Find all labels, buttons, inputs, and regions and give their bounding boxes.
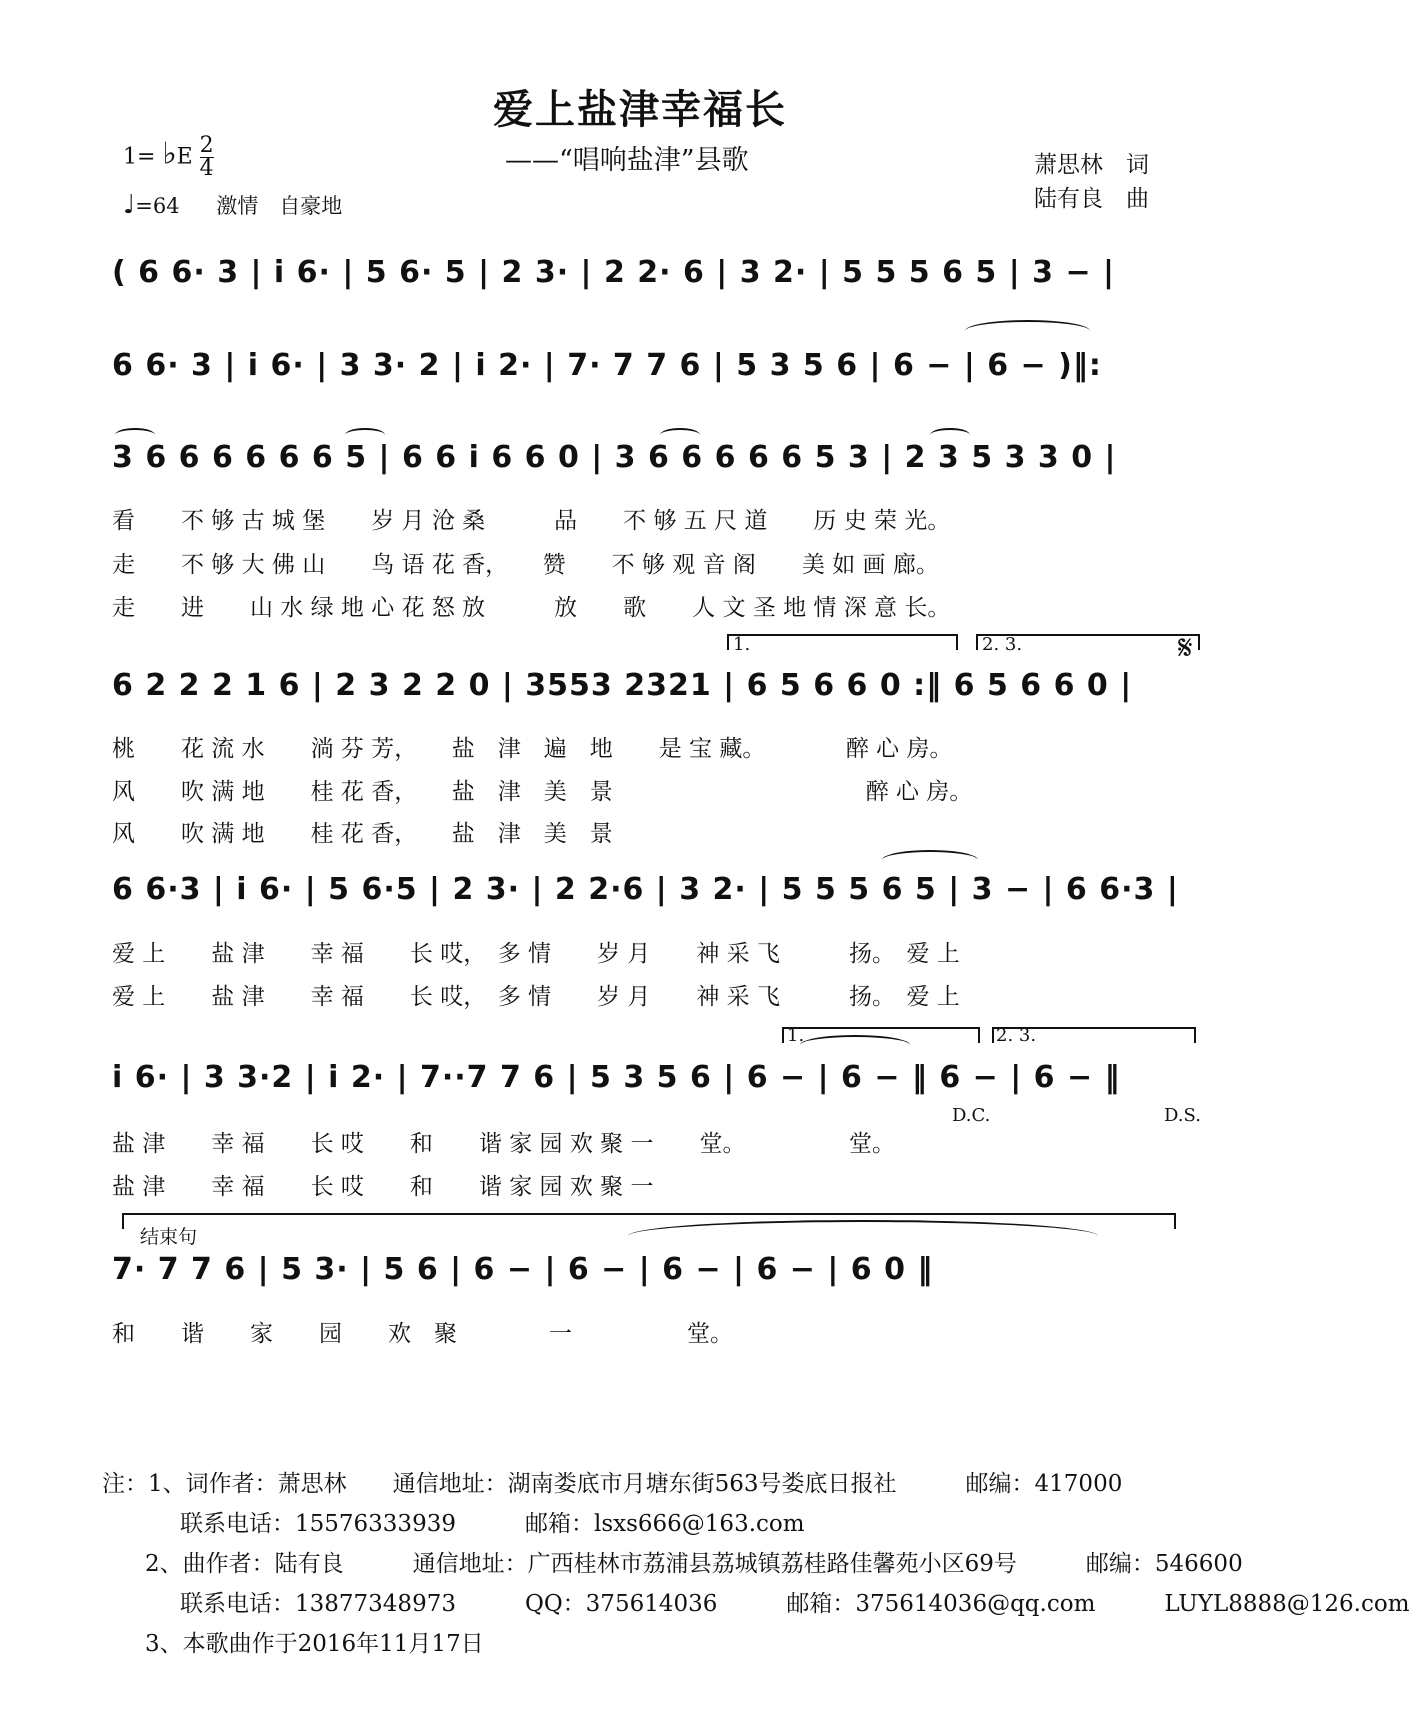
note-lyricist-contact: 联系电话：15576333939 邮箱：lsxs666@163.com [180,1511,805,1537]
dal-segno-mark: D.S. [1164,1105,1201,1126]
song-subtitle: ——“唱响盐津”县歌 [505,145,749,176]
lyric-line: 爱 上 盐 津 幸 福 长 哎， 多 情 岁 月 神 采 飞 扬。 爱 上 [112,941,960,967]
volta-label-2: 2. 3. [996,1025,1037,1046]
da-capo-mark: D.C. [952,1105,991,1126]
quarter-note-icon: ♩ [123,190,136,220]
flat-icon: ♭ [162,136,177,172]
ending-label: 结束句 [140,1226,198,1248]
volta-label-1: 1. [787,1025,805,1046]
slur-mark [660,428,700,442]
slur-mark [930,428,970,442]
score-row-2: 6 6· 3 | i 6· | 3 3· 2 | i 2· | 7· 7 7 6 | 5 3 5 6 | 6 − | 6 − )‖: [112,348,1102,383]
tempo-value: =64 [135,194,180,218]
tie-mark [800,1035,910,1055]
lyric-line: 和 谐 家 园 欢 聚 一 堂。 [112,1321,733,1347]
key-note: E [176,144,193,170]
lyric-line: 走 进 山 水 绿 地 心 花 怒 放 放 歌 人 文 圣 地 情 深 意 长。 [112,595,951,621]
lyric-line: 桃 花 流 水 淌 芬 芳， 盐 津 遍 地 是 宝 藏。 醉 心 房。 [112,736,953,762]
volta-bracket-1 [727,634,958,650]
score-row-5: 6 6·3 | i 6· | 5 6·5 | 2 3· | 2 2·6 | 3 2· | 5 5 5 6 5 | 3 − | 6 6·3 | [112,872,1179,907]
lyric-line: 看 不 够 古 城 堡 岁 月 沧 桑 品 不 够 五 尺 道 历 史 荣 光。 [112,508,951,534]
score-row-3: 3 6 6 6 6 6 6 5 | 6 6 i 6 6 0 | 3 6 6 6 6 6 5 3 | 2 3 5 3 3 0 | [112,440,1117,475]
volta-label-2: 2. 3. [982,634,1023,655]
lyric-line: 风 吹 满 地 桂 花 香， 盐 津 美 景 醉 心 房。 [112,779,973,805]
note-date: 3、本歌曲作于2016年11月17日 [145,1631,484,1657]
time-bottom: 4 [199,156,214,181]
note-lyricist-info: 注：1、词作者：萧思林 通信地址：湖南娄底市月塘东街563号娄底日报社 邮编：417000 [102,1471,1123,1497]
lyric-line: 盐 津 幸 福 长 哎 和 谐 家 园 欢 聚 一 [112,1174,654,1200]
time-signature [200,135,214,180]
score-row-6: i 6· | 3 3·2 | i 2· | 7··7 7 6 | 5 3 5 6 | 6 − | 6 − ‖ 6 − | 6 − ‖ [112,1060,1121,1095]
segno-icon: 𝄋 [1178,628,1193,668]
note-composer-contact: 联系电话：13877348973 QQ：375614036 邮箱：375614036@qq.com LUYL8888@126.com [180,1591,1410,1617]
note-composer-info: 2、曲作者：陆有良 通信地址：广西桂林市荔浦县荔城镇荔桂路佳馨苑小区69号 邮编：546600 [145,1551,1243,1577]
lyric-line: 风 吹 满 地 桂 花 香， 盐 津 美 景 [112,821,613,847]
tempo-marking [123,190,342,220]
lyric-line: 爱 上 盐 津 幸 福 长 哎， 多 情 岁 月 神 采 飞 扬。 爱 上 [112,984,960,1010]
lyric-line: 盐 津 幸 福 长 哎 和 谐 家 园 欢 聚 一 堂。 堂。 [112,1131,895,1157]
slur-mark [345,428,385,442]
lyricist-credit: 萧思林 词 [1034,152,1149,178]
tie-mark [628,1220,1098,1252]
song-title: 爱上盐津幸福长 [493,87,787,133]
key-signature [123,135,214,180]
slur-mark [882,850,978,870]
tempo-style: 激情 自豪地 [216,194,343,218]
score-row-4: 6 2 2 2 1 6 | 2 3 2 2 0 | 3553 2321 | 6 5 6 6 0 :‖ 6 5 6 6 0 | [112,668,1133,703]
score-row-7: 7· 7 7 6 | 5 3· | 5 6 | 6 − | 6 − | 6 − | 6 − | 6 0 ‖ [112,1252,934,1287]
slur-mark [115,428,155,442]
composer-credit: 陆有良 曲 [1034,186,1149,212]
tie-mark [965,320,1090,342]
score-row-1: ( 6 6· 3 | i 6· | 5 6· 5 | 2 3· | 2 2· 6 | 3 2· | 5 5 5 6 5 | 3 − | [112,255,1115,290]
lyric-line: 走 不 够 大 佛 山 鸟 语 花 香， 赞 不 够 观 音 阁 美 如 画 廊。 [112,552,939,578]
volta-label-1: 1. [733,634,751,655]
key-prefix: 1= [123,144,156,170]
time-top: 2 [199,133,214,158]
